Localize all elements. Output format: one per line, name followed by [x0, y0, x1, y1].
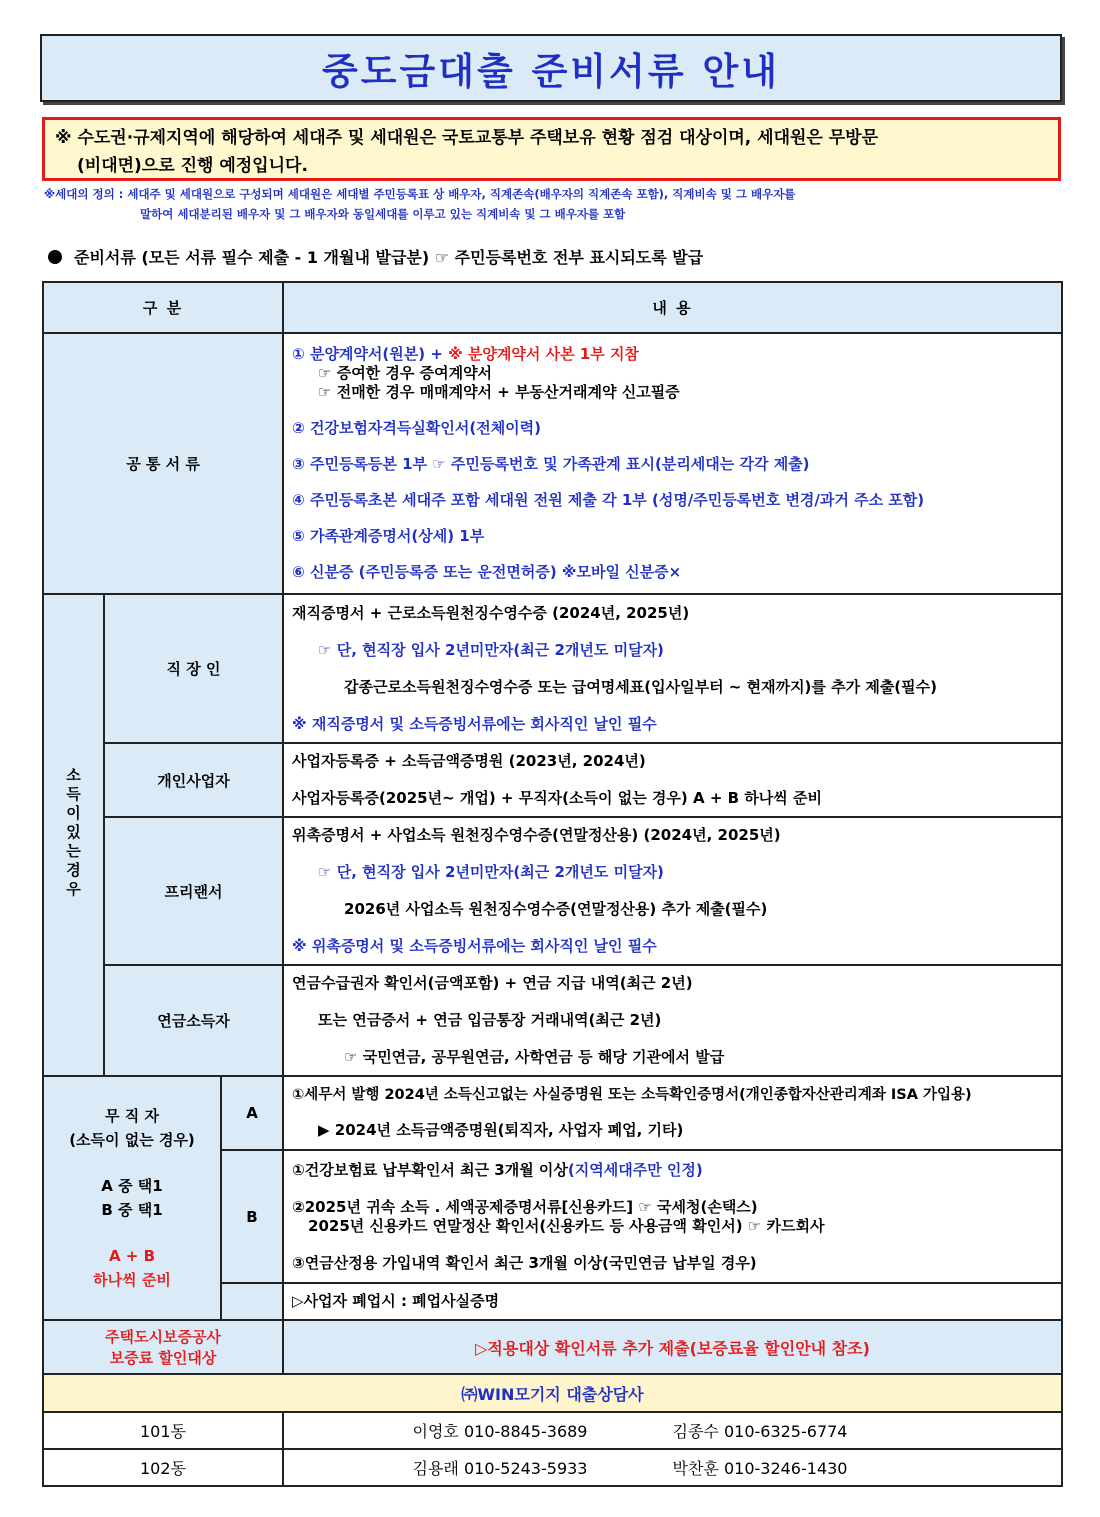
common-item-5: ⑤ 가족관계증명서(상세) 1부: [292, 527, 485, 545]
unemployed-label-6: 하나씩 준비: [93, 1271, 171, 1289]
pension-line-1: 연금수급권자 확인서(금액포함) + 연금 지급 내역(최근 2년): [292, 974, 693, 992]
unemployed-label: [43, 1076, 221, 1320]
definition-line-2: 말하여 세대분리된 배우자 및 그 배우자와 동일세대를 이루고 있는 직계비속 및 그 배우자를 포함: [140, 207, 626, 221]
unemployed-label-3: A 중 택1: [101, 1177, 163, 1195]
option-b-line-1: [292, 1161, 1053, 1180]
option-a-line-1: ①세무서 발행 2024년 소득신고없는 사실증명원 또는 소득확인증명서(개인종합자산관리계좌 ISA 가입용): [292, 1087, 972, 1103]
option-b-line-2b: 2025년 신용카드 연말정산 확인서(신용카드 등 사용금액 확인서) ☞ 카드회사: [308, 1216, 825, 1235]
hug-label-2: 보증료 할인대상: [109, 1349, 217, 1367]
pension-line-2: 또는 연금증서 + 연금 입금통장 거래내역(최근 2년): [318, 1011, 662, 1029]
income-group-label: [43, 594, 104, 1076]
business-line-2: 사업자등록증(2025년~ 개업) + 무직자(소득이 없는 경우) A + B 하나씩 준비: [292, 789, 822, 807]
contact-person: 김용래 010-5243-5933: [412, 1459, 588, 1478]
building-label: 102동: [43, 1449, 283, 1486]
pension-content: [283, 965, 1062, 1076]
freelancer-content: [283, 817, 1062, 965]
option-a-label: A: [221, 1076, 283, 1150]
pension-row: [43, 965, 1062, 1076]
title-box: [40, 34, 1062, 102]
business-content: [283, 743, 1062, 817]
common-item-6: ⑥ 신분증 (주민등록증 또는 운전면허증) ※모바일 신분증×: [292, 563, 682, 581]
freelancer-label: 프리랜서: [104, 817, 283, 965]
contact-person: 이영호 010-8845-3689: [412, 1422, 588, 1441]
contact-row: [43, 1449, 1062, 1486]
contact-person: 박찬훈 010-3246-1430: [672, 1459, 848, 1478]
common-item-1-sub-1: ☞ 증여한 경우 증여계약서: [318, 364, 493, 382]
common-item-2: ② 건강보험자격득실확인서(전체이력): [292, 419, 542, 437]
prep-heading: [48, 245, 703, 268]
closure-empty-label: [221, 1283, 283, 1320]
common-docs-row: [43, 333, 1062, 594]
freelancer-line-2: ☞ 단, 현직장 입사 2년미만자(최근 2개년도 미달자): [318, 863, 664, 881]
option-b-line-3: ③연금산정용 가입내역 확인서 최근 3개월 이상(국민연금 납부일 경우): [292, 1253, 757, 1272]
notice-box: [42, 117, 1061, 181]
contact-cell: [283, 1449, 1062, 1486]
common-item-1-sub-2: ☞ 전매한 경우 매매계약서 + 부동산거래계약 신고필증: [318, 383, 680, 401]
closure-content: [283, 1283, 1062, 1320]
header-category: 구 분: [43, 282, 283, 333]
common-item-3: ③ 주민등록등본 1부 ☞ 주민등록번호 및 가족관계 표시(분리세대는 각각 제출): [292, 455, 810, 473]
hug-label-1: 주택도시보증공사: [105, 1328, 221, 1346]
employee-row: [43, 594, 1062, 743]
option-b-label: B: [221, 1150, 283, 1283]
pension-line-3: ☞ 국민연금, 공무원연금, 사학연금 등 해당 기관에서 발급: [344, 1048, 725, 1066]
employee-label: 직 장 인: [104, 594, 283, 743]
building-label: 101동: [43, 1412, 283, 1449]
page-title: 중도금대출 준비서류 안내: [322, 50, 780, 93]
unemployed-label-1: 무 직 자: [105, 1107, 159, 1125]
contact-heading: ㈜WIN모기지 대출상담사: [43, 1374, 1062, 1412]
business-line-1: 사업자등록증 + 소득금액증명원 (2023년, 2024년): [292, 752, 646, 770]
pension-label: 연금소득자: [104, 965, 283, 1076]
contact-cell: [283, 1412, 1062, 1449]
employee-content: [283, 594, 1062, 743]
business-row: [43, 743, 1062, 817]
income-group-text: 소득이있는경우: [64, 766, 82, 900]
unemployed-label-4: B 중 택1: [101, 1201, 163, 1219]
common-item-1-note: ※ 분양계약서 사본 1부 지참: [448, 345, 639, 363]
employee-line-4: ※ 재직증명서 및 소득증빙서류에는 회사직인 날인 필수: [292, 714, 657, 733]
freelancer-line-1: 위촉증명서 + 사업소득 원천징수영수증(연말정산용) (2024년, 2025년): [292, 826, 781, 844]
common-docs-content: [283, 333, 1062, 594]
employee-line-2: ☞ 단, 현직장 입사 2년미만자(최근 2개년도 미달자): [318, 640, 664, 659]
contact-heading-row: [43, 1374, 1062, 1412]
common-docs-label: 공 통 서 류: [43, 333, 283, 594]
hug-label: [43, 1320, 283, 1374]
freelancer-line-3: 2026년 사업소득 원천징수영수증(연말정산용) 추가 제출(필수): [344, 900, 768, 918]
common-item-4: ④ 주민등록초본 세대주 포함 세대원 전원 제출 각 1부 (성명/주민등록번호 변경/과거 주소 포함): [292, 491, 925, 509]
hug-content: ▷적용대상 확인서류 추가 제출(보증료율 할인안내 참조): [283, 1320, 1062, 1374]
definition-line-1: ※세대의 정의 : 세대주 및 세대원으로 구성되며 세대원은 세대별 주민등록표 상 배우자, 직계존속(배우자의 직계존속 포함), 직계비속 및 그 배우자를: [44, 187, 796, 201]
unemployed-label-5: A + B: [108, 1247, 156, 1265]
contact-table: [42, 1373, 1063, 1487]
contact-row: [43, 1412, 1062, 1449]
notice-line-1: ※ 수도권·규제지역에 해당하여 세대주 및 세대원은 국토교통부 주택보유 현황 점검 대상이며, 세대원은 무방문: [55, 128, 879, 148]
employee-line-1: 재직증명서 + 근로소득원천징수영수증 (2024년, 2025년): [292, 603, 690, 622]
bullet-icon: [48, 250, 62, 264]
documents-table: [42, 281, 1063, 1375]
header-content: 내 용: [283, 282, 1062, 333]
business-label: 개인사업자: [104, 743, 283, 817]
freelancer-row: [43, 817, 1062, 965]
unemployed-a-row: [43, 1076, 1062, 1150]
option-a-line-2: ▶ 2024년 소득금액증명원(퇴직자, 사업자 폐업, 기타): [318, 1121, 684, 1139]
common-item-1: [292, 345, 1053, 364]
notice-line-2: (비대면)으로 진행 예정입니다.: [77, 156, 308, 176]
closure-line: ▷사업자 폐업시 : 폐업사실증명: [292, 1292, 500, 1310]
option-b-content: [283, 1150, 1062, 1283]
freelancer-line-4: ※ 위촉증명서 및 소득증빙서류에는 회사직인 날인 필수: [292, 937, 657, 955]
common-item-1-main: ① 분양계약서(원본) +: [292, 345, 449, 363]
unemployed-label-2: (소득이 없는 경우): [69, 1131, 195, 1149]
prep-heading-text: 준비서류 (모든 서류 필수 제출 - 1 개월내 발급분) ☞ 주민등록번호 전부 표시되도록 발급: [74, 248, 704, 267]
contact-person: 김종수 010-6325-6774: [672, 1422, 848, 1441]
option-b-line-1-note: (지역세대주만 인정): [567, 1160, 703, 1179]
table-header-row: [43, 282, 1062, 333]
option-b-line-1-main: ①건강보험료 납부확인서 최근 3개월 이상: [292, 1160, 568, 1179]
employee-line-3: 갑종근로소득원천징수영수증 또는 급여명세표(입사일부터 ~ 현재까지)를 추가 제출(필수): [344, 677, 937, 696]
household-definition: [44, 184, 795, 224]
hug-row: [43, 1320, 1062, 1374]
option-a-content: [283, 1076, 1062, 1150]
option-b-line-2a: ②2025년 귀속 소득 . 세액공제증명서류[신용카드] ☞ 국세청(손택스): [292, 1197, 758, 1216]
